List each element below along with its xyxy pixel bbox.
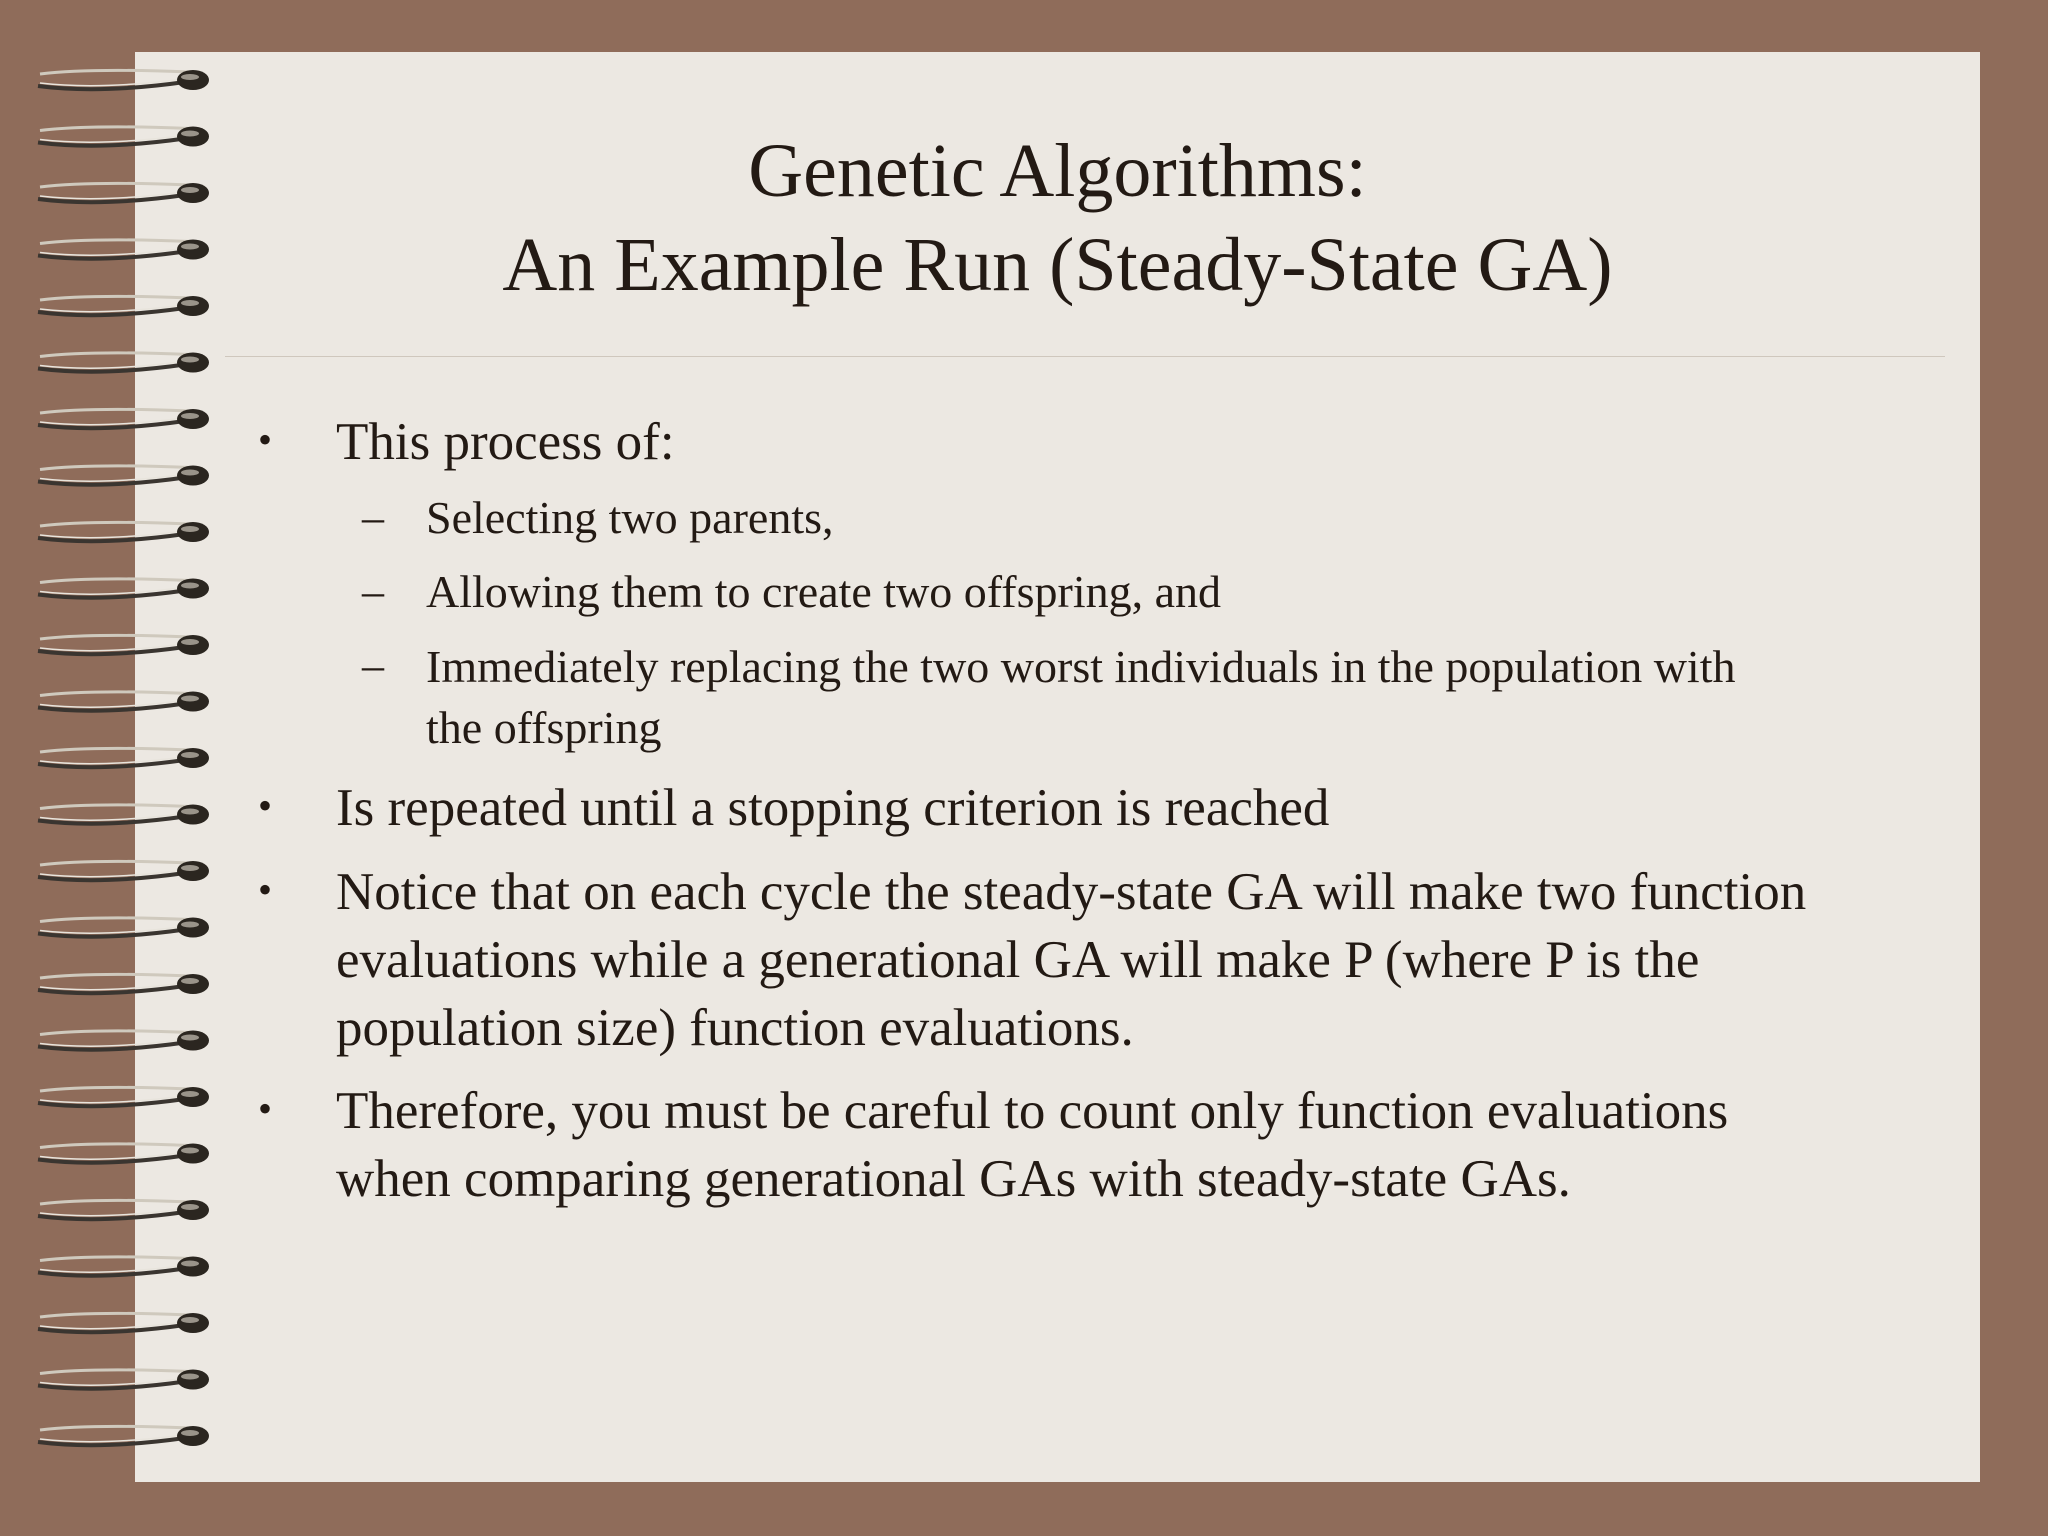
spiral-ring-icon — [38, 1144, 209, 1164]
spiral-ring-icon — [38, 861, 209, 881]
slide-title-line-1: Genetic Algorithms: — [748, 129, 1367, 213]
bullet-icon: • — [258, 417, 273, 462]
spiral-ring-icon — [38, 353, 209, 373]
bullet-icon: • — [258, 783, 273, 828]
bullet-icon: • — [258, 867, 273, 912]
bullet-2-line-1: Is repeated until a stopping criterion is reached — [336, 779, 1330, 837]
spiral-ring-icon — [38, 409, 209, 429]
bullet-4-line-1: Therefore, you must be careful to count only function evaluations — [336, 1082, 1729, 1140]
spiral-ring-icon — [38, 692, 209, 712]
spiral-ring-icon — [38, 1370, 209, 1390]
bullet-icon: • — [258, 1086, 273, 1131]
slide-title-line-2: An Example Run (Steady-State GA) — [502, 223, 1613, 307]
spiral-ring-icon — [38, 805, 209, 825]
spiral-ring-icon — [38, 1087, 209, 1107]
spiral-ring-icon — [38, 1200, 209, 1220]
spiral-ring-icon — [38, 522, 209, 542]
bullet-3-line-2: evaluations while a generational GA will make P (where P is the — [336, 931, 1700, 989]
sub-item-1-line-1: Selecting two parents, — [426, 492, 834, 543]
spiral-ring-icon — [38, 70, 209, 90]
sub-item-2-line-1: Allowing them to create two offspring, and — [426, 566, 1222, 617]
spiral-ring-icon — [38, 1257, 209, 1277]
spiral-ring-icon — [38, 579, 209, 599]
spiral-ring-icon — [38, 466, 209, 486]
spiral-ring-icon — [38, 974, 209, 994]
dash-icon: – — [362, 641, 384, 690]
spiral-ring-icon — [38, 1313, 209, 1333]
bullet-3-line-1: Notice that on each cycle the steady-state GA will make two function — [336, 863, 1807, 921]
sub-item-3-line-2: the offspring — [426, 702, 662, 753]
title-divider — [225, 356, 1945, 357]
dash-icon: – — [362, 493, 384, 542]
bullet-4-line-2: when comparing generational GAs with steady-state GAs. — [336, 1150, 1571, 1208]
spiral-ring-icon — [38, 748, 209, 768]
spiral-ring-icon — [38, 918, 209, 938]
spiral-ring-icon — [38, 1031, 209, 1051]
sub-item-3-line-1: Immediately replacing the two worst individuals in the population with — [426, 641, 1736, 692]
bullet-3-line-3: population size) function evaluations. — [336, 999, 1134, 1057]
bullet-1-line-1: This process of: — [336, 413, 675, 471]
spiral-ring-icon — [38, 1426, 209, 1446]
dash-icon: – — [362, 567, 384, 616]
spiral-ring-icon — [38, 635, 209, 655]
